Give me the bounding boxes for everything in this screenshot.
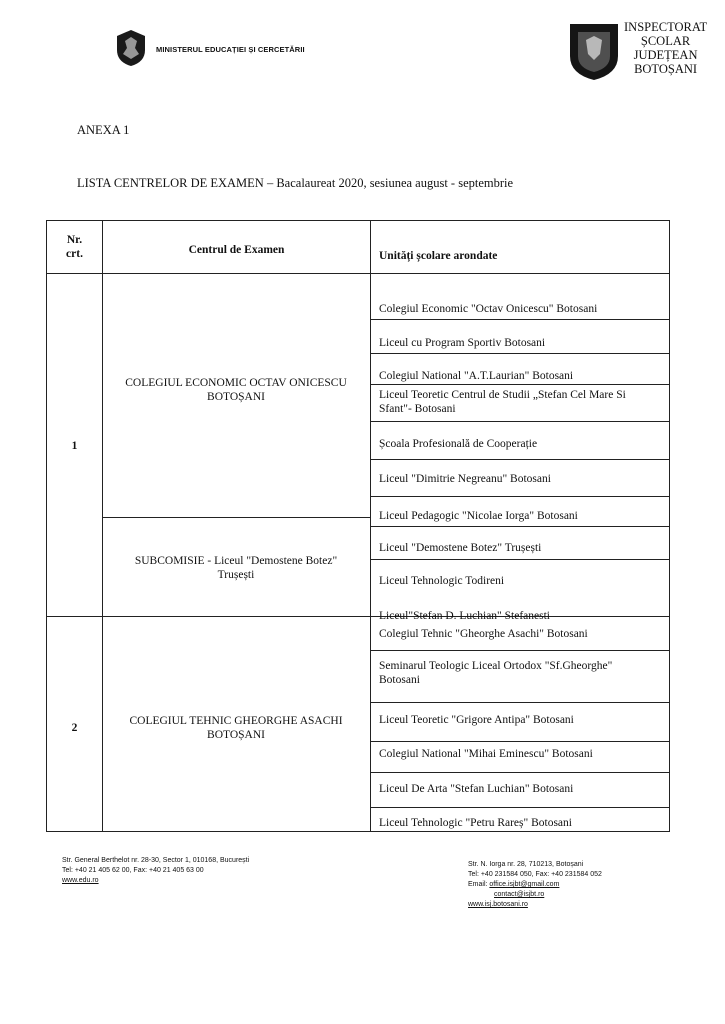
footer-email-row [468, 890, 602, 900]
footer-email-label: Email: [468, 881, 490, 888]
school-unit-line: Botosani [379, 674, 420, 686]
footer-email-link[interactable]: office.isjbt@gmail.com [489, 881, 560, 888]
center-name-line: BOTOȘANI [207, 729, 265, 741]
isj-name [624, 20, 707, 76]
school-unit [379, 388, 626, 416]
footer-address: Str. General Berthelot nr. 28-30, Sector 1, 010168, București [62, 857, 250, 864]
school-unit-line: Liceul Teoretic Centrul de Studii „Stefan Cel Mare Si [379, 389, 626, 401]
school-unit: Liceul Tehnologic "Petru Rareș" Botosani [379, 817, 572, 829]
school-unit [379, 659, 612, 687]
group-nr: 2 [71, 722, 78, 734]
school-unit: Liceul Pedagogic "Nicolae Iorga" Botosani [379, 510, 578, 522]
footer-website-link[interactable]: www.isj.botosani.ro [468, 901, 528, 908]
isj-line: ȘCOLAR [640, 34, 691, 48]
center-name-line: BOTOȘANI [207, 391, 265, 403]
school-unit: Colegiul National "Mihai Eminescu" Botosani [379, 748, 593, 760]
header-nr-line: Nr. [66, 234, 83, 246]
footer-email-row [468, 880, 602, 890]
header-centru: Centrul de Examen [188, 244, 285, 256]
school-unit: Liceul"Stefan D. Luchian" Stefanesti [379, 610, 550, 622]
footer-isj-contact [468, 860, 602, 910]
center-name-line: Trușești [217, 569, 255, 581]
exam-centers-table [46, 220, 670, 832]
isj-line: JUDEȚEAN [633, 48, 698, 62]
footer-phone: Tel: +40 231584 050, Fax: +40 231584 052 [468, 871, 602, 878]
exam-center-name [105, 376, 367, 404]
footer-phone: Tel: +40 21 405 62 00, Fax: +40 21 405 63 00 [62, 867, 204, 874]
school-unit: Liceul Tehnologic Todireni [379, 575, 505, 587]
footer-address: Str. N. Iorga nr. 28, 710213, Botoșani [468, 861, 584, 868]
school-unit: Școala Profesională de Cooperație [379, 438, 538, 450]
header-unitati: Unități școlare arondate [379, 250, 498, 262]
isj-botosani-logo-icon [566, 20, 622, 82]
school-unit-line: Seminarul Teologic Liceal Ortodox "Sf.Gheorghe" [379, 660, 613, 672]
isj-line: INSPECTORAT [624, 20, 708, 34]
exam-center-name [105, 714, 367, 742]
school-unit-line: Sfant"- Botosani [379, 403, 456, 415]
footer-email-link[interactable]: contact@isjbt.ro [494, 891, 545, 898]
center-name-line: COLEGIUL TEHNIC GHEORGHE ASACHI [129, 715, 343, 727]
header-nr-crt [47, 233, 102, 261]
annex-label: ANEXA 1 [77, 123, 130, 137]
romania-coat-of-arms-icon [114, 28, 148, 68]
document-title: LISTA CENTRELOR DE EXAMEN – Bacalaureat 2020, sesiunea august - septembrie [77, 176, 514, 190]
exam-center-name [105, 554, 367, 582]
school-unit: Liceul cu Program Sportiv Botosani [379, 337, 546, 349]
footer-website-link[interactable]: www.edu.ro [62, 877, 99, 884]
isj-line: BOTOȘANI [634, 62, 698, 76]
school-unit: Liceul Teoretic "Grigore Antipa" Botosani [379, 714, 574, 726]
group-nr: 1 [71, 440, 78, 452]
school-unit: Liceul De Arta "Stefan Luchian" Botosani [379, 783, 574, 795]
school-unit: Liceul "Dimitrie Negreanu" Botosani [379, 473, 551, 485]
school-unit: Liceul "Demostene Botez" Trușești [379, 542, 542, 554]
center-name-line: SUBCOMISIE - Liceul "Demostene Botez" [134, 555, 338, 567]
center-name-line: COLEGIUL ECONOMIC OCTAV ONICESCU [125, 377, 347, 389]
school-unit: Colegiul Tehnic "Gheorghe Asachi" Botosani [379, 628, 588, 640]
header-crt-line: crt. [66, 248, 83, 260]
footer-ministry-contact [62, 856, 249, 886]
school-unit: Colegiul National "A.T.Laurian" Botosani [379, 370, 574, 382]
school-unit: Colegiul Economic "Octav Onicescu" Botosani [379, 303, 598, 315]
ministry-name: MINISTERUL EDUCAȚIEI ȘI CERCETĂRII [156, 45, 305, 54]
